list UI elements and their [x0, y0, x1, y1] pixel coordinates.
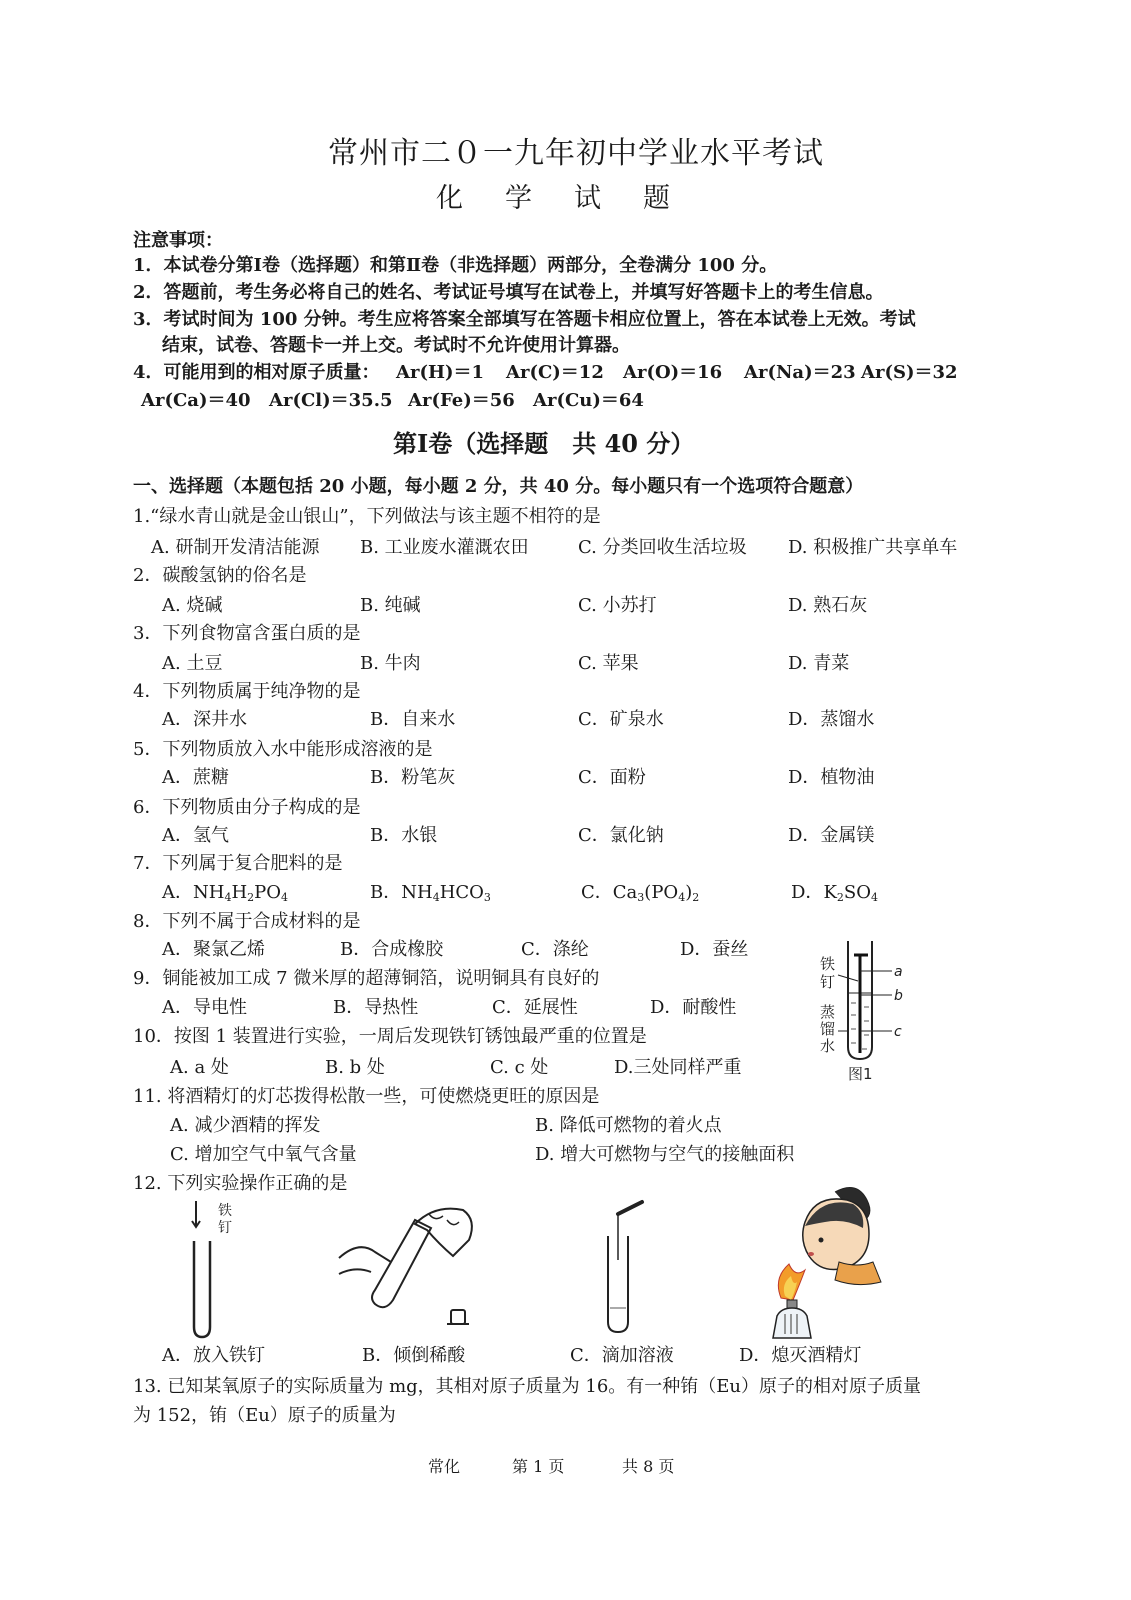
question-4-option-b: B．自来水 — [370, 709, 456, 730]
figure-1-water-label-2: 馏 — [820, 1020, 836, 1038]
question-2-option-b: B. 纯碱 — [360, 595, 421, 616]
question-9-option-d: D．耐酸性 — [650, 997, 737, 1018]
question-6-option-c: C．氯化钠 — [578, 825, 664, 846]
figure-12d-eye — [819, 1238, 824, 1243]
formula-text: K — [823, 882, 837, 903]
question-3-option-b: B. 牛肉 — [360, 653, 421, 674]
figure-12a-tube — [194, 1241, 210, 1337]
question-5-option-d: D．植物油 — [788, 767, 875, 788]
figure-1-water-label-3: 水 — [820, 1037, 836, 1055]
question-7-option-b — [370, 878, 491, 904]
mass-na: Ar(Na)＝23 — [744, 362, 856, 383]
notice-item-1: 1．本试卷分第Ⅰ卷（选择题）和第Ⅱ卷（非选择题）两部分，全卷满分 100 分。 — [133, 255, 778, 276]
figure-1-mark-c: c — [894, 1024, 902, 1040]
formula-subscript: 4 — [224, 891, 232, 904]
question-7-option-a — [162, 878, 288, 904]
notice-item-3-cont: 结束，试卷、答题卡一并上交。考试时不允许使用计算器。 — [162, 335, 630, 356]
formula-text: NH — [401, 882, 433, 903]
question-10-stem: 10．按图 1 装置进行实验，一周后发现铁钉锈蚀最严重的位置是 — [133, 1026, 647, 1047]
question-5-stem: 5．下列物质放入水中能形成溶液的是 — [133, 739, 433, 760]
figure-12b-hand-lines — [429, 1214, 459, 1225]
formula-subscript: 4 — [870, 891, 878, 904]
figure-12a-nail-label-2: 钉 — [218, 1220, 232, 1236]
question-10-option-b: B. b 处 — [325, 1057, 385, 1078]
question-9-option-b: B．导热性 — [333, 997, 419, 1018]
question-1-stem: 1.“绿水青山就是金山银山”，下列做法与该主题不相符的是 — [133, 506, 601, 527]
question-12-stem: 12. 下列实验操作正确的是 — [133, 1173, 348, 1194]
formula-subscript: 2 — [836, 891, 844, 904]
figure-12b-bottle — [415, 1209, 472, 1256]
question-4-option-a: A．深井水 — [162, 709, 247, 730]
question-6-stem: 6．下列物质由分子构成的是 — [133, 797, 361, 818]
figure-12d-shirt — [835, 1262, 881, 1285]
mass-c: Ar(C)＝12 — [506, 362, 604, 383]
question-3-stem: 3．下列食物富含蛋白质的是 — [133, 623, 361, 644]
figure-12d-alcohol-lamp — [765, 1182, 905, 1344]
figure-12d-mouth — [808, 1252, 814, 1256]
figure-1-caption: 图1 — [848, 1065, 873, 1083]
question-2-option-c: C. 小苏打 — [578, 595, 657, 616]
question-3-option-d: D. 青菜 — [788, 653, 850, 674]
formula-subscript: 2 — [247, 891, 255, 904]
question-1-option-a: A. 研制开发清洁能源 — [151, 537, 320, 558]
question-5-option-c: C．面粉 — [578, 767, 646, 788]
question-11-option-a: A. 减少酒精的挥发 — [170, 1115, 321, 1136]
formula-text: HCO — [439, 882, 484, 903]
figure-12b-stopper — [451, 1310, 465, 1324]
notice-masses-label: 4．可能用到的相对原子质量： — [133, 362, 380, 383]
formula-text: H — [231, 882, 248, 903]
section-title: 第Ⅰ卷（选择题 共 40 分） — [393, 429, 695, 458]
question-7-stem: 7．下列属于复合肥料的是 — [133, 853, 343, 874]
question-1-option-b: B. 工业废水灌溉农田 — [360, 537, 529, 558]
footer-total: 共 8 页 — [622, 1457, 675, 1476]
question-8-option-c: C．涤纶 — [521, 939, 589, 960]
mass-ca: Ar(Ca)＝40 — [141, 390, 251, 411]
figure-1-nail-in-water — [812, 935, 922, 1085]
figure-12a-nail-label-1: 铁 — [218, 1203, 232, 1219]
notice-heading: 注意事项： — [133, 230, 223, 251]
question-11-option-d: D. 增大可燃物与空气的接触面积 — [535, 1144, 795, 1165]
formula-subscript: 4 — [432, 891, 440, 904]
question-8-option-a: A．聚氯乙烯 — [162, 939, 265, 960]
question-9-stem: 9．铜能被加工成 7 微米厚的超薄铜箔，说明铜具有良好的 — [133, 968, 600, 989]
mass-cu: Ar(Cu)＝64 — [533, 390, 644, 411]
figure-1-water-label-1: 蒸 — [820, 1003, 836, 1021]
question-3-option-c: C. 苹果 — [578, 653, 639, 674]
question-6-option-b: B．水银 — [370, 825, 438, 846]
formula-text: SO — [843, 882, 871, 903]
figure-12c-dropper — [596, 1200, 656, 1340]
figure-1-mark-b: b — [894, 988, 903, 1004]
mass-o: Ar(O)＝16 — [623, 362, 723, 383]
option-letter: B． — [370, 882, 402, 903]
figure-12b-pouring-acid — [335, 1200, 485, 1340]
formula-subscript: 3 — [637, 891, 645, 904]
question-8-option-b: B．合成橡胶 — [340, 939, 444, 960]
mass-h: Ar(H)＝1 — [396, 362, 485, 383]
question-9-option-a: A．导电性 — [162, 997, 247, 1018]
mass-fe: Ar(Fe)＝56 — [408, 390, 515, 411]
question-11-stem: 11. 将酒精灯的灯芯拨得松散一些，可使燃烧更旺的原因是 — [133, 1086, 600, 1107]
footer-subject: 常化 — [428, 1457, 461, 1476]
figure-12a-test-tube-nail — [180, 1195, 250, 1345]
figure-12d-wick-holder — [787, 1300, 797, 1308]
notice-item-2: 2．答题前，考生务必将自己的姓名、考试证号填写在试卷上，并填写好答题卡上的考生信息。 — [133, 282, 884, 303]
exam-title: 常州市二０一九年初中学业水平考试 — [328, 136, 824, 171]
question-3-option-a: A. 土豆 — [162, 653, 223, 674]
question-9-option-c: C．延展性 — [492, 997, 578, 1018]
question-2-option-a: A. 烧碱 — [162, 595, 223, 616]
section-instruction: 一、选择题（本题包括 20 小题，每小题 2 分，共 40 分。每小题只有一个选项符合题意） — [133, 476, 864, 497]
footer-page: 第 1 页 — [512, 1457, 565, 1476]
question-1-option-d: D. 积极推广共享单车 — [788, 537, 958, 558]
question-13-stem-cont: 为 152，铕（Eu）原子的质量为 — [133, 1405, 396, 1426]
formula-subscript: 4 — [281, 891, 289, 904]
question-10-option-a: A. a 处 — [170, 1057, 229, 1078]
mass-cl: Ar(Cl)＝35.5 — [269, 390, 393, 411]
question-4-stem: 4．下列物质属于纯净物的是 — [133, 681, 361, 702]
question-5-option-a: A．蔗糖 — [162, 767, 229, 788]
question-13-stem: 13. 已知某氧原子的实际质量为 mg，其相对原子质量为 16。有一种铕（Eu）原子的相对原子质量 — [133, 1376, 922, 1397]
question-2-stem: 2．碳酸氢钠的俗名是 — [133, 565, 307, 586]
formula-text: (PO — [644, 882, 679, 903]
figure-12d-lamp-body — [773, 1308, 811, 1338]
question-4-option-d: D．蒸馏水 — [788, 709, 875, 730]
question-5-option-b: B．粉笔灰 — [370, 767, 456, 788]
question-11-option-b: B. 降低可燃物的着火点 — [535, 1115, 722, 1136]
question-12-option-d: D．熄灭酒精灯 — [739, 1345, 862, 1366]
formula-text: ) — [685, 882, 693, 903]
question-10-option-c: C. c 处 — [490, 1057, 549, 1078]
question-4-option-c: C．矿泉水 — [578, 709, 664, 730]
question-10-option-d: D.三处同样严重 — [614, 1057, 742, 1078]
figure-12c-bulb — [618, 1202, 642, 1214]
formula-text: PO — [254, 882, 282, 903]
formula-text: NH — [193, 882, 225, 903]
figure-1-mark-a: a — [894, 964, 903, 980]
formula-text: Ca — [612, 882, 638, 903]
formula-subscript: 2 — [692, 891, 700, 904]
notice-item-3: 3．考试时间为 100 分钟。考生应将答案全部填写在答题卡相应位置上，答在本试卷上无效。考试 — [133, 309, 916, 330]
figure-12b-test-tube — [372, 1220, 431, 1307]
question-6-option-d: D．金属镁 — [788, 825, 875, 846]
figure-12b-hand — [339, 1247, 391, 1262]
question-1-option-c: C. 分类回收生活垃圾 — [578, 537, 747, 558]
option-letter: C． — [581, 882, 613, 903]
question-11-option-c: C. 增加空气中氧气含量 — [170, 1144, 357, 1165]
question-2-option-d: D. 熟石灰 — [788, 595, 868, 616]
figure-1-nail-label-1: 铁 — [820, 955, 836, 973]
question-8-stem: 8．下列不属于合成材料的是 — [133, 911, 361, 932]
option-letter: A． — [162, 882, 193, 903]
question-7-option-c — [581, 878, 699, 904]
question-8-option-d: D．蚕丝 — [680, 939, 749, 960]
question-12-option-c: C．滴加溶液 — [570, 1345, 674, 1366]
option-letter: D． — [791, 882, 824, 903]
formula-subscript: 4 — [678, 891, 686, 904]
question-6-option-a: A．氢气 — [162, 825, 229, 846]
question-12-option-a: A．放入铁钉 — [162, 1345, 265, 1366]
question-12-option-b: B．倾倒稀酸 — [362, 1345, 466, 1366]
figure-12b-wrist — [339, 1269, 371, 1274]
question-7-option-d — [791, 878, 878, 904]
figure-1-nail-label-2: 钉 — [820, 973, 836, 991]
exam-subtitle: 化学试题 — [436, 183, 712, 214]
formula-subscript: 3 — [483, 891, 491, 904]
mass-s: Ar(S)＝32 — [861, 362, 958, 383]
